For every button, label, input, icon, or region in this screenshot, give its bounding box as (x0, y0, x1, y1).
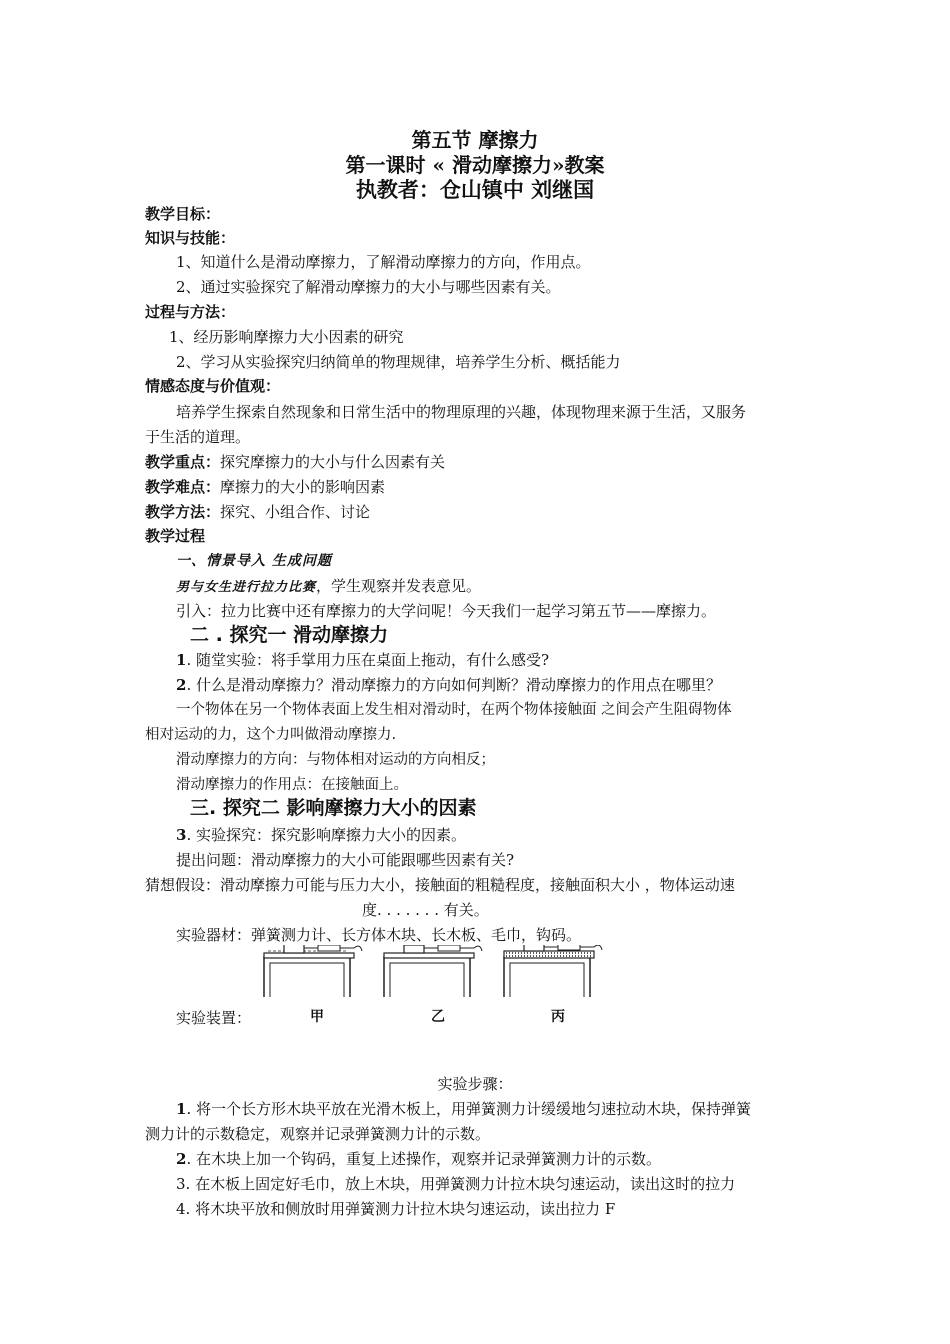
key-point-label: 教学重点： (145, 453, 221, 471)
question-3-number: 3 (176, 826, 187, 844)
process-item-2: 2、学习从实验探究归纳简单的物理规律，培养学生分析、概括能力 (176, 353, 621, 371)
steps-title: 实验步骤： (437, 1075, 513, 1093)
attitude-text-1: 培养学生探索自然现象和日常生活中的物理原理的兴趣，体现物理来源于生活，又服务 (176, 403, 747, 421)
pull-contest-text: 男与女生进行拉力比赛 (176, 580, 317, 595)
step-2 (176, 1149, 661, 1169)
definition-line-1: 一个物体在另一个物体表面上发生相对滑动时，在两个物体接触面 之间会产生阻碍物体 (176, 702, 732, 718)
knowledge-label: 知识与技能： (145, 229, 236, 247)
research-question: 提出问题：滑动摩擦力的大小可能跟哪些因素有关? (176, 851, 515, 869)
difficulty-line (145, 477, 385, 497)
figure-label-jia: 甲 (310, 1009, 324, 1025)
attitude-label: 情感态度与价值观： (145, 377, 281, 395)
definition-line-2: 相对运动的力，这个力叫做滑动摩擦力. (145, 727, 397, 743)
step-1-line-1 (176, 1099, 751, 1119)
step-2-text: . 在木块上加一个钩码，重复上述操作，观察并记录弹簧测力计的示数。 (186, 1150, 661, 1168)
objectives-label: 教学目标： (145, 205, 221, 223)
section-2-heading: 二 . 探究一 滑动摩擦力 (190, 624, 389, 646)
hypothesis-line-2: 度. . . . . . . 有关。 (362, 901, 489, 919)
attitude-text-2: 于生活的道理。 (145, 428, 251, 446)
question-3-text: . 实验探究：探究影响摩擦力大小的因素。 (186, 826, 466, 844)
lesson-author: 执教者：仓山镇中 刘继国 (355, 177, 595, 202)
lesson-subtitle: 第一课时 « 滑动摩擦力»教案 (345, 153, 605, 177)
section-1-heading: 一、情景导入 生成问题 (176, 553, 332, 569)
question-2-number: 2 (176, 676, 187, 694)
question-2-text: . 什么是滑动摩擦力？滑动摩擦力的方向如何判断？滑动摩擦力的作用点在哪里？ (186, 676, 721, 694)
difficulty-label: 教学难点： (145, 478, 221, 496)
friction-direction: 滑动摩擦力的方向：与物体相对运动的方向相反； (176, 752, 495, 768)
figure-label-yi: 乙 (431, 1009, 445, 1025)
question-1-text: . 随堂实验：将手掌用力压在桌面上拖动，有什么感受? (186, 651, 550, 669)
apparatus-label: 实验装置： (176, 1009, 252, 1027)
step-1-number: 1 (176, 1100, 187, 1118)
question-3 (176, 825, 466, 845)
step-1-line-2: 测力计的示数稳定，观察并记录弹簧测力计的示数。 (145, 1125, 491, 1143)
knowledge-item-2: 2、通过实验探究了解滑动摩擦力的大小与哪些因素有关。 (176, 278, 561, 296)
apparatus-jia-figure (264, 945, 362, 997)
process-item-1: 1、经历影响摩擦力大小因素的研究 (169, 328, 404, 346)
method-label: 教学方法： (145, 503, 221, 521)
lesson-title: 第五节 摩擦力 (411, 128, 539, 152)
section-3-heading: 三. 探究二 影响摩擦力大小的因素 (190, 797, 477, 819)
section-1-line-2: 引入：拉力比赛中还有摩擦力的大学问呢！今天我们一起学习第五节——摩擦力。 (176, 602, 717, 620)
question-1-number: 1 (176, 651, 187, 669)
section-1-line-1 (176, 576, 481, 598)
friction-point: 滑动摩擦力的作用点：在接触面上。 (176, 777, 408, 793)
figure-label-bing: 丙 (551, 1009, 565, 1025)
apparatus-yi-figure (384, 945, 482, 997)
materials-line: 实验器材：弹簧测力计、长方体木块、长木板、毛巾，钩码。 (176, 926, 582, 944)
teaching-process-label: 教学过程 (145, 527, 206, 545)
key-point-text: 探究摩擦力的大小与什么因素有关 (220, 453, 446, 471)
question-1 (176, 650, 549, 670)
step-2-number: 2 (176, 1150, 187, 1168)
step-3: 3. 在木板上固定好毛巾，放上木块，用弹簧测力计拉木块匀速运动，读出这时的拉力 (176, 1175, 736, 1193)
method-line (145, 502, 370, 522)
key-point-line (145, 452, 445, 472)
apparatus-bing-figure (504, 945, 602, 997)
apparatus-figures (258, 945, 618, 1005)
question-2 (176, 675, 721, 695)
hypothesis-line-1: 猜想假设：滑动摩擦力可能与压力大小，接触面的粗糙程度，接触面积大小 ，物体运动速 (145, 876, 735, 894)
method-text: 探究、小组合作、讨论 (220, 503, 371, 521)
knowledge-item-1: 1、知道什么是滑动摩擦力，了解滑动摩擦力的方向，作用点。 (176, 253, 591, 271)
difficulty-text: 摩擦力的大小的影响因素 (220, 478, 386, 496)
observation-text: ，学生观察并发表意见。 (316, 577, 482, 595)
step-1-text: . 将一个长方形木块平放在光滑木板上，用弹簧测力计缓缓地匀速拉动木块，保持弹簧 (186, 1100, 751, 1118)
step-4: 4. 将木块平放和侧放时用弹簧测力计拉木块匀速运动，读出拉力 F (176, 1200, 616, 1218)
process-label: 过程与方法： (145, 303, 236, 321)
